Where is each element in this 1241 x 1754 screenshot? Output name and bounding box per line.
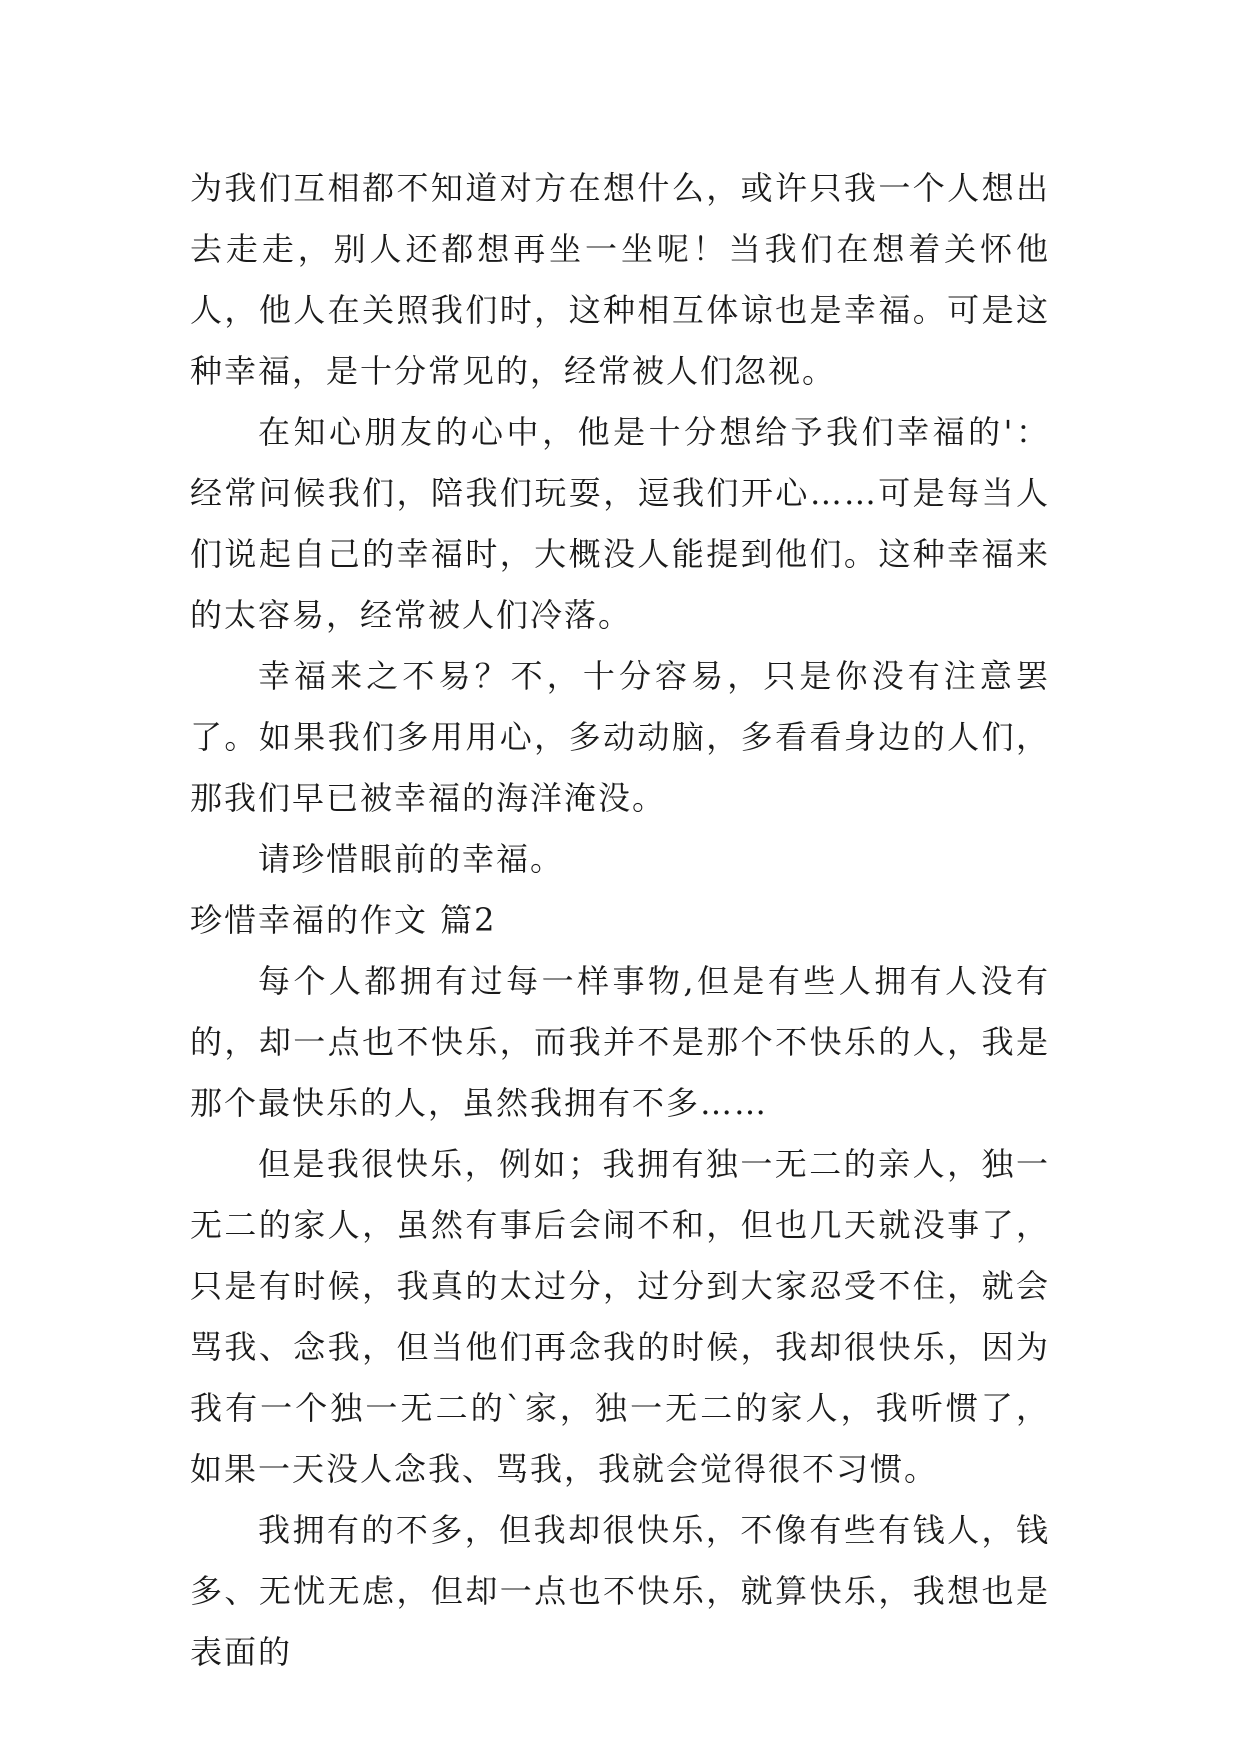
- paragraph: 在知心朋友的心中，他是十分想给予我们幸福的'：经常问候我们，陪我们玩耍，逗我们开心……可是每当人们说起自己的幸福时，大概没人能提到他们。这种幸福来的太容易，经常被人们冷落。: [190, 413, 1050, 634]
- document-body: [190, 158, 1050, 1683]
- paragraph: 我拥有的不多，但我却很快乐，不像有些有钱人，钱多、无忧无虑，但却一点也不快乐，就算快乐，我想也是表面的: [190, 1511, 1050, 1671]
- paragraph: 每个人都拥有过每一样事物,但是有些人拥有人没有的，却一点也不快乐，而我并不是那个不快乐的人，我是那个最快乐的人，虽然我拥有不多……: [190, 962, 1050, 1122]
- section-heading: 珍惜幸福的作文 篇2: [190, 901, 497, 939]
- paragraph: 但是我很快乐，例如；我拥有独一无二的亲人，独一无二的家人，虽然有事后会闹不和，但也几天就没事了，只是有时候，我真的太过分，过分到大家忍受不住，就会骂我、念我，但当他们再念我的时候，我却很快乐，因为我有一个独一无二的`家，独一无二的家人，我听惯了，如果一天没人念我、骂我，我就会觉得很不习惯。: [190, 1145, 1050, 1488]
- paragraph-continued: 为我们互相都不知道对方在想什么，或许只我一个人想出去走走，别人还都想再坐一坐呢！当我们在想着关怀他人，他人在关照我们时，这种相互体谅也是幸福。可是这种幸福，是十分常见的，经常被人们忽视。: [190, 169, 1050, 390]
- paragraph: 请珍惜眼前的幸福。: [258, 840, 565, 878]
- paragraph: 幸福来之不易？不，十分容易，只是你没有注意罢了。如果我们多用用心，多动动脑，多看看身边的人们，那我们早已被幸福的海洋淹没。: [190, 657, 1050, 817]
